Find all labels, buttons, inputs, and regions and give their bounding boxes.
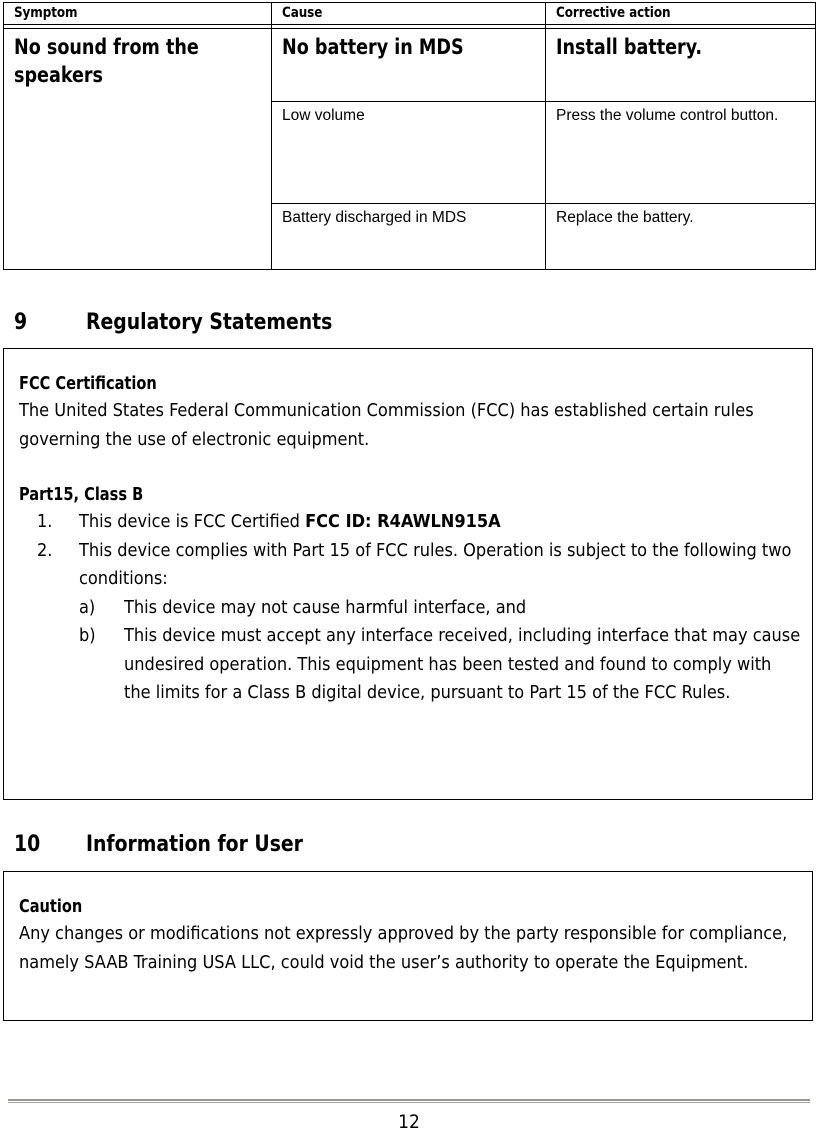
fcc-conditions-sublist: [79, 594, 802, 708]
section-heading-regulatory: [14, 309, 351, 335]
cell-corrective-action-text: Press the volume control button.: [556, 107, 779, 124]
list-marker: 2.: [37, 539, 53, 561]
cell-cause: [272, 29, 546, 102]
list-item: [19, 537, 802, 708]
troubleshooting-table-wrapper: [3, 2, 815, 270]
caution-paragraph-text: Any changes or modifications not expressly approved by the party responsible for compliance, namely SAAB Training USA LLC, could void the user’s authority to operate the Equipment.: [19, 923, 788, 973]
section-heading-information: [14, 831, 319, 857]
cell-cause-text: No battery in MDS: [282, 35, 464, 59]
fcc-id-value: FCC ID: R4AWLN915A: [305, 511, 501, 532]
cell-cause-text: Low volume: [282, 107, 365, 124]
sub-list-item: [79, 594, 802, 623]
regulatory-note-inner: [4, 349, 812, 718]
section-number-information: 10: [14, 831, 41, 857]
footer-divider: [8, 1099, 810, 1103]
column-header-corrective-action: [546, 3, 816, 25]
caution-title: [19, 894, 802, 920]
troubleshooting-table: [3, 2, 816, 270]
regulatory-note-box: [3, 348, 813, 800]
fcc-certification-title-text: FCC Certification: [19, 373, 157, 394]
cell-corrective-action: [546, 204, 816, 270]
table-body: [4, 25, 816, 270]
sub-list-item-text: This device may not cause harmful interface, and: [124, 596, 527, 618]
column-header-cause: [272, 3, 546, 25]
cell-symptom: [4, 29, 272, 270]
table-header-row: [4, 3, 816, 25]
list-item-text: This device is FCC Certified: [79, 511, 306, 532]
fcc-certification-paragraph: [19, 397, 802, 454]
column-header-corrective-action-label: Corrective action: [556, 5, 671, 21]
table-row: [4, 29, 816, 102]
column-header-cause-label: Cause: [282, 5, 323, 21]
sub-list-item-text: This device must accept any interface received, including interface that may cause undesired operation. This equipment has been tested and found to comply with the limits for a Class B digital device, pursuant to Part 15 of the FCC Rules.: [124, 625, 801, 703]
cell-corrective-action: [546, 102, 816, 204]
cell-cause: [272, 204, 546, 270]
part15-class-b-title: [19, 482, 802, 508]
information-note-inner: [4, 872, 812, 987]
cell-cause: [272, 102, 546, 204]
list-marker: 1.: [37, 511, 53, 532]
fcc-certification-title: [19, 371, 802, 397]
information-note-box: [3, 871, 813, 1021]
list-item: [19, 508, 802, 537]
caution-paragraph: [19, 920, 802, 977]
cell-corrective-action: [546, 29, 816, 102]
sub-list-marker: a): [79, 596, 96, 618]
part15-class-b-title-text: Part15, Class B: [19, 484, 144, 505]
page-number: 12: [398, 1111, 420, 1133]
section-title-regulatory: Regulatory Statements: [86, 309, 333, 335]
list-item-text: This device complies with Part 15 of FCC rules. Operation is subject to the following two conditions:: [79, 539, 792, 589]
cell-symptom-text: No sound from the speakers: [14, 35, 199, 87]
cell-corrective-action-text: Replace the battery.: [556, 209, 694, 226]
cell-cause-text: Battery discharged in MDS: [282, 209, 467, 226]
table-header: [4, 3, 816, 25]
sub-list-marker: b): [79, 625, 96, 646]
cell-corrective-action-text: Install battery.: [556, 35, 703, 59]
sub-list-item: [79, 622, 802, 708]
section-title-information: Information for User: [86, 831, 303, 857]
column-header-symptom-label: Symptom: [14, 5, 78, 21]
section-number-regulatory: 9: [14, 309, 28, 335]
fcc-certification-paragraph-text: The United States Federal Communication Commission (FCC) has established certain rules governing the use of electronic equipment.: [19, 400, 754, 450]
caution-title-text: Caution: [19, 896, 83, 917]
fcc-conditions-list: [19, 508, 802, 708]
column-header-symptom: [4, 3, 272, 25]
